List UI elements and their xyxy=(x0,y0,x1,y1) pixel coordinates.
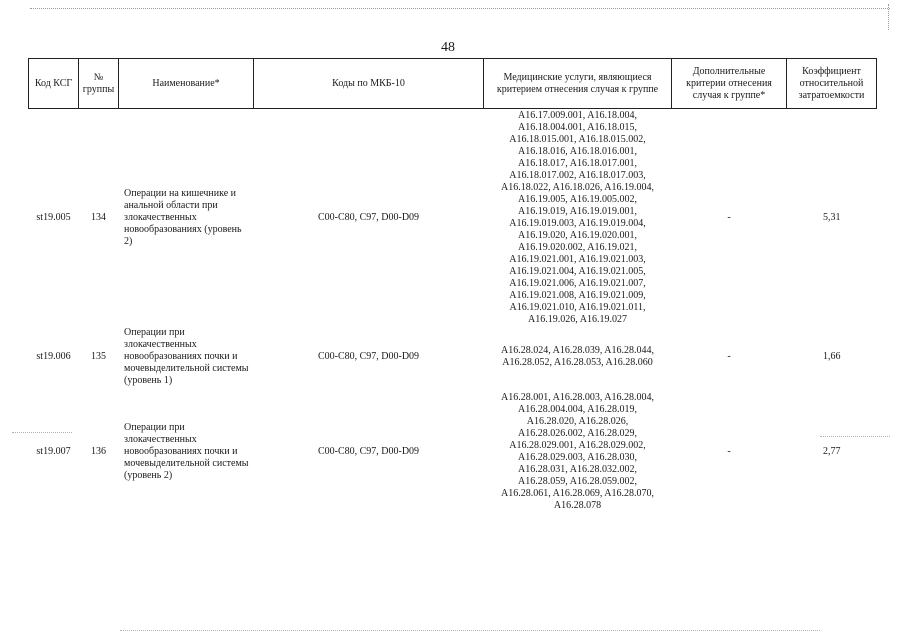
header-mkb: Коды по МКБ-10 xyxy=(254,59,484,109)
service-line: A16.28.029.001, A16.28.029.002, xyxy=(509,440,646,451)
scan-artifact-dashes xyxy=(12,432,72,433)
medical-services xyxy=(484,327,672,387)
group-name: Операции при злокачественных новообразованиях почки и мочевыделительной системы (уровень 1) xyxy=(124,327,249,386)
group-name: Операции на кишечнике и анальной области при злокачественных новообразованиях (уровень 2) xyxy=(124,188,242,247)
service-line: A16.18.016, A16.18.016.001, xyxy=(518,146,637,157)
service-line: A16.28.052, A16.28.053, A16.28.060 xyxy=(502,357,653,368)
page-number: 48 xyxy=(441,40,455,55)
service-line: A16.17.009.001, A16.18.004, xyxy=(518,110,637,121)
service-line: A16.28.026.002, A16.28.029, xyxy=(518,428,637,439)
service-line: A16.19.021.010, A16.19.021.011, xyxy=(509,302,646,313)
service-line: A16.28.061, A16.28.069, A16.28.070, xyxy=(500,488,655,499)
group-name: Операции при злокачественных новообразованиях почки и мочевыделительной системы (уровень 2) xyxy=(124,422,249,481)
mkb-codes: C00-C80, C97, D00-D09 xyxy=(317,351,420,362)
scan-artifact-bottom-line xyxy=(120,630,820,631)
cost-coefficient: 1,66 xyxy=(823,351,841,362)
service-line: A16.19.020, A16.19.020.001, xyxy=(518,230,637,241)
ksg-code: st19.006 xyxy=(36,351,71,362)
service-line: A16.18.017.002, A16.18.017.003, xyxy=(509,170,646,181)
service-line: A16.28.020, A16.28.026, xyxy=(526,416,629,427)
header-code: Код КСГ xyxy=(29,59,79,109)
medical-services xyxy=(484,109,672,328)
scan-artifact-dashes xyxy=(820,436,890,437)
ksg-code: st19.007 xyxy=(36,446,71,457)
header-name: Наименование* xyxy=(119,59,254,109)
table-row xyxy=(29,387,877,517)
service-line: A16.19.019, A16.19.019.001, xyxy=(518,206,637,217)
medical-services xyxy=(484,387,672,517)
service-line: A16.19.021.004, A16.19.021.005, xyxy=(509,266,646,277)
service-line: A16.28.004.004, A16.28.019, xyxy=(518,404,637,415)
service-line: A16.19.021.008, A16.19.021.009, xyxy=(509,290,646,301)
service-line: A16.18.022, A16.18.026, A16.19.004, xyxy=(500,182,655,193)
cost-coefficient: 2,77 xyxy=(823,446,841,457)
service-line: A16.18.015.001, A16.18.015.002, xyxy=(509,134,646,145)
additional-criteria: - xyxy=(727,212,731,223)
service-line: A16.19.020.002, A16.19.021, xyxy=(518,242,637,253)
service-line: A16.19.026, A16.19.027 xyxy=(528,314,627,325)
table-row xyxy=(29,109,877,328)
service-line: A16.18.004.001, A16.18.015, xyxy=(518,122,637,133)
table-header-row xyxy=(29,59,877,109)
service-line: A16.28.059, A16.28.059.002, xyxy=(518,476,637,487)
table-row xyxy=(29,327,877,387)
service-line: A16.19.021.006, A16.19.021.007, xyxy=(509,278,646,289)
service-line: A16.19.021.001, A16.19.021.003, xyxy=(509,254,646,265)
group-number: 135 xyxy=(91,351,106,362)
cost-coefficient: 5,31 xyxy=(823,212,841,223)
header-coef: Коэффициент относительной затратоемкости xyxy=(787,59,877,109)
mkb-codes: C00-C80, C97, D00-D09 xyxy=(317,212,420,223)
additional-criteria: - xyxy=(727,351,731,362)
header-services: Медицинские услуги, являющиеся критерием отнесения случая к группе xyxy=(484,59,672,109)
header-criteria: Дополнительные критерии отнесения случая к группе* xyxy=(672,59,787,109)
service-line: A16.19.019.003, A16.19.019.004, xyxy=(509,218,646,229)
mkb-codes: C00-C80, C97, D00-D09 xyxy=(317,446,420,457)
ksg-code: st19.005 xyxy=(36,212,71,223)
ksg-table xyxy=(28,58,877,517)
service-line: A16.28.031, A16.28.032.002, xyxy=(518,464,637,475)
group-number: 134 xyxy=(91,212,106,223)
scan-artifact-top-line xyxy=(30,8,890,9)
service-line: A16.19.005, A16.19.005.002, xyxy=(518,194,637,205)
service-line: A16.28.078 xyxy=(553,500,602,511)
service-line: A16.18.017, A16.18.017.001, xyxy=(518,158,637,169)
service-line: A16.28.024, A16.28.039, A16.28.044, xyxy=(500,345,655,356)
service-line: A16.28.001, A16.28.003, A16.28.004, xyxy=(500,392,655,403)
service-line: A16.28.029.003, A16.28.030, xyxy=(518,452,637,463)
group-number: 136 xyxy=(91,446,106,457)
header-group-no: № группы xyxy=(79,59,119,109)
scan-artifact-corner xyxy=(888,4,890,30)
additional-criteria: - xyxy=(727,446,731,457)
